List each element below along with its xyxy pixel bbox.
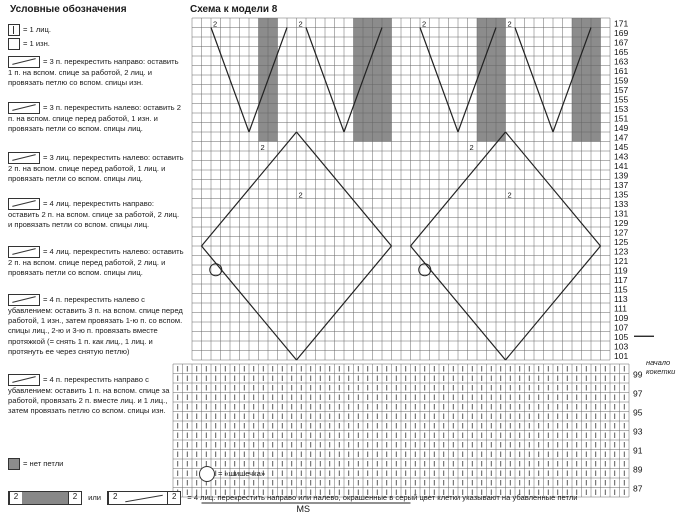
cross-right-gray-icon: 2 2 — [8, 491, 82, 505]
legend-title: Условные обозначения — [10, 4, 127, 15]
repeat-label: MS — [296, 504, 310, 513]
row-number: 165 — [614, 47, 629, 58]
cross-count-label: 2 — [260, 143, 265, 152]
row-number: 97 — [633, 388, 643, 399]
row-number: 131 — [614, 208, 629, 219]
cross-3-right-icon — [8, 56, 40, 68]
row-number: 125 — [614, 237, 629, 248]
cross-4-left-icon — [8, 246, 40, 258]
row-number: 147 — [614, 132, 629, 143]
cross-left-gray-icon: 2 2 — [107, 491, 181, 505]
cross-3-left-knit-icon — [8, 152, 40, 164]
bottom-note-text: = 4 лиц. перекрестить направо или налево, окрашенные в серый цвет клетки указывают на убавленные петли — [187, 493, 578, 502]
row-number: 93 — [633, 426, 643, 437]
row-number: 163 — [614, 56, 629, 67]
cross-count-label: 2 — [469, 143, 474, 152]
row-number: 155 — [614, 94, 629, 105]
row-number: 123 — [614, 246, 629, 257]
row-number: 145 — [614, 142, 629, 153]
row-number: 149 — [614, 123, 629, 134]
legend-item-no-stitch: = нет петли — [8, 458, 184, 470]
row-number: 159 — [614, 75, 629, 86]
cross-count-label: 2 — [507, 190, 512, 200]
row-number: 115 — [614, 284, 628, 295]
purl-stitch-icon — [8, 38, 20, 50]
cross-4-right-icon — [8, 198, 40, 210]
cross-count-label: 2 — [298, 190, 303, 200]
or-label: или — [88, 493, 102, 502]
row-number: 119 — [614, 265, 628, 276]
row-number: 133 — [614, 199, 629, 210]
no-stitch-column — [572, 18, 601, 142]
row-number: 169 — [614, 28, 629, 39]
row-number: 89 — [633, 464, 643, 475]
row-number: 101 — [614, 351, 629, 362]
row-number: 91 — [633, 445, 643, 456]
legend-item-cross-4-right: = 4 лиц. перекрестить направо: оставить 2 п. на вспом. спице за работой, 2 лиц. и провязать петли со вспом. спицы лиц. — [8, 199, 180, 230]
row-number: 103 — [614, 341, 629, 352]
legend-item-cross-3-left-knit: = 3 лиц. перекрестить налево: оставить 2 п. на вспом. спице перед работой, 1 лиц. и провязать петли со вспом. спицы лиц. — [8, 153, 184, 184]
cross-count-label: 2 — [422, 19, 427, 29]
cross-4-left-decrease-icon — [8, 294, 40, 306]
row-number: 167 — [614, 37, 629, 48]
row-number: 141 — [614, 161, 629, 172]
row-number: 137 — [614, 180, 629, 191]
row-number: 139 — [614, 170, 629, 181]
row-number: 153 — [614, 104, 629, 115]
row-number: 107 — [614, 322, 629, 333]
row-number: 113 — [614, 294, 628, 305]
cross-3-left-purl-icon — [8, 102, 40, 114]
row-number: 87 — [633, 483, 643, 494]
row-number: 161 — [614, 66, 629, 77]
legend-item-knit: = 1 лиц. — [8, 24, 184, 36]
row-number: 117 — [614, 275, 628, 286]
row-number: 105 — [614, 332, 629, 343]
row-number: 99 — [633, 369, 643, 380]
row-number: 111 — [614, 303, 627, 314]
legend-item-cross-4-right-decrease: = 4 п. перекрестить направо с убавлением: оставить 1 п. на вспом. спице за работой, провязать 2 п. вместе лиц. и 1 лиц., затем провязать петлю со вспом. спицы изн. — [8, 375, 170, 416]
legend-item-cross-3-right: = 3 п. перекрестить направо: оставить 1 п. на вспом. спице за работой, 2 лиц. и провязать петлю со вспом. спицы изн. — [8, 57, 179, 88]
legend-item-cross-3-left-purl: = 3 п. перекрестить налево: оставить 2 п. на вспом. спице перед работой, 1 изн. и провязать петли со вспом. спицы лиц. — [8, 103, 181, 134]
row-number: 95 — [633, 407, 643, 418]
row-number: 127 — [614, 227, 629, 238]
knit-stitch-icon — [8, 24, 20, 36]
row-number: 129 — [614, 218, 629, 229]
yoke-start-annotation: начало кокетки — [646, 358, 676, 376]
no-stitch-icon — [8, 458, 20, 470]
chart-title: Схема к модели 8 — [190, 4, 278, 15]
cross-count-label: 2 — [507, 19, 512, 29]
row-number: 121 — [614, 256, 629, 267]
row-number: 143 — [614, 151, 629, 162]
bobble-icon — [199, 466, 215, 482]
row-number: 151 — [614, 113, 629, 124]
cross-count-label: 2 — [298, 19, 303, 29]
row-number: 157 — [614, 85, 629, 96]
legend-item-purl: = 1 изн. — [8, 38, 184, 50]
cross-count-label: 2 — [213, 19, 218, 29]
no-stitch-column — [477, 18, 506, 142]
legend-item-cross-4-left: = 4 лиц. перекрестить налево: оставить 2 п. на вспом. спице перед работой, 2 лиц. и провязать петли со вспом. спицы лиц. — [8, 247, 184, 278]
legend-item-bobble: = «шишечка» — [199, 466, 419, 482]
row-number: 109 — [614, 313, 629, 324]
cross-4-right-decrease-icon — [8, 374, 40, 386]
legend-item-cross-4-left-decrease: = 4 п. перекрестить налево с убавлением: оставить 3 п. на вспом. спице перед работой, 1 изн., затем провязать 1-ю п. со вспом. спицы лиц., 2-ю и 3-ю п. провязать вместе протяжкой (= снять 1 п. как лиц., 1 лиц. и протянуть ее через снятую петлю) — [8, 295, 183, 356]
row-number: 171 — [614, 18, 629, 29]
row-number: 135 — [614, 189, 629, 200]
bottom-note — [8, 491, 688, 505]
